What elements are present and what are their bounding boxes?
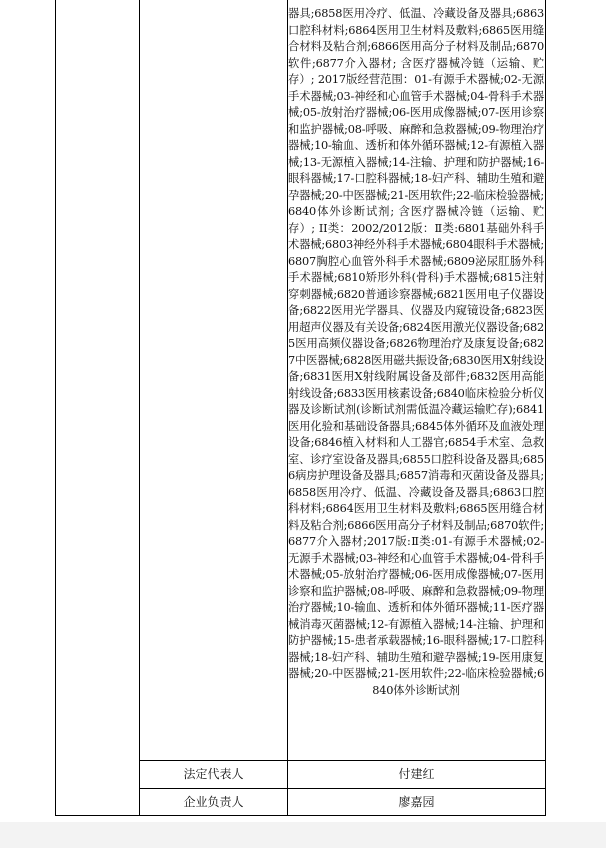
enterprise-head-value: 廖嘉园	[398, 795, 435, 809]
enterprise-head-label: 企业负责人	[183, 795, 244, 809]
label-column-border	[139, 0, 140, 815]
page-bottom-margin	[0, 822, 606, 848]
row-divider	[139, 788, 546, 789]
table-border-right	[545, 0, 546, 815]
business-scope-text: 器具;6858医用冷疗、低温、冷藏设备及器具;6863口腔科材料;6864医用卫生材料及敷料;6865医用缝合材料及粘合剂;6866医用高分子材料及制品;6870软件;6877介入器材; 含医疗器械冷链（运输、贮存）; 2017版经营范围：01-有源手术器械;02-无源手术器械;03-神经和心血管手术器械;04-骨科手术器械;05-放射治疗器械;06-医用成像器械;07-医用诊察和监护器械;08-呼吸、麻醉和急救器械;09-物理治疗器械;10-输血、透析和体外循环器械;12-有源植入器械;13-无源植入器械;14-注输、护理和防护器械;16-眼科器械;17-口腔科器械;18-妇产科、辅助生殖和避孕器械;20-中医器械;21-医用软件;22-临床检验器械;6840体外诊断试剂; 含医疗器械冷链（运输、贮存）; II类：2002/2012版：Ⅱ类:6801基础外科手术器械;6803神经外科手术器械;6804眼科手术器械;6807胸腔心血管外科手术器械;6809泌尿肛肠外科手术器械;6810矫形外科(骨科)手术器械;6815注射穿刺器械;6820普通诊察器械;6821医用电子仪器设备;6822医用光学器具、仪器及内窥镜设备;6823医用超声仪器及有关设备;6824医用激光仪器设备;6825医用高频仪器设备;6826物理治疗及康复设备;6827中医器械;6828医用磁共振设备;6830医用X射线设备;6831医用X射线附属设备及部件;6832医用高能射线设备;6833医用核素设备;6840临床检验分析仪器及诊断试剂(诊断试剂需低温冷藏运输贮存);6841医用化验和基础设备器具;6845体外循环及血液处理设备;6846植入材料和人工器官;6854手术室、急救室、诊疗室设备及器具;6855口腔科设备及器具;6856病房护理设备及器具;6857消毒和灭菌设备及器具;6858医用冷疗、低温、冷藏设备及器具;6863口腔科材料;6864医用卫生材料及敷料;6865医用缝合材料及粘合剂;6866医用高分子材料及制品;6870软件;6877介入器材;2017版:Ⅱ类:01-有源手术器械;02-无源手术器械;03-神经和心血管手术器械;04-骨科手术器械;05-放射治疗器械;06-医用成像器械;07-医用诊察和监护器械;08-呼吸、麻醉和急救器械;09-物理治疗器械;10-输血、透析和体外循环器械;11-医疗器械消毒灭菌器械;12-有源植入器械;14-注输、护理和防护器械;15-患者承载器械;16-眼科器械;17-口腔科器械;18-妇产科、辅助生殖和避孕器械;19-医用康复器械;20-中医器械;21-医用软件;22-临床检验器械;6840体外诊断试剂	[288, 7, 544, 697]
table-border-left	[55, 0, 56, 815]
legal-representative-value: 付建红	[398, 767, 435, 781]
legal-representative-label: 法定代表人	[183, 767, 244, 781]
row-divider	[139, 760, 546, 761]
table-bottom-border	[55, 815, 546, 816]
